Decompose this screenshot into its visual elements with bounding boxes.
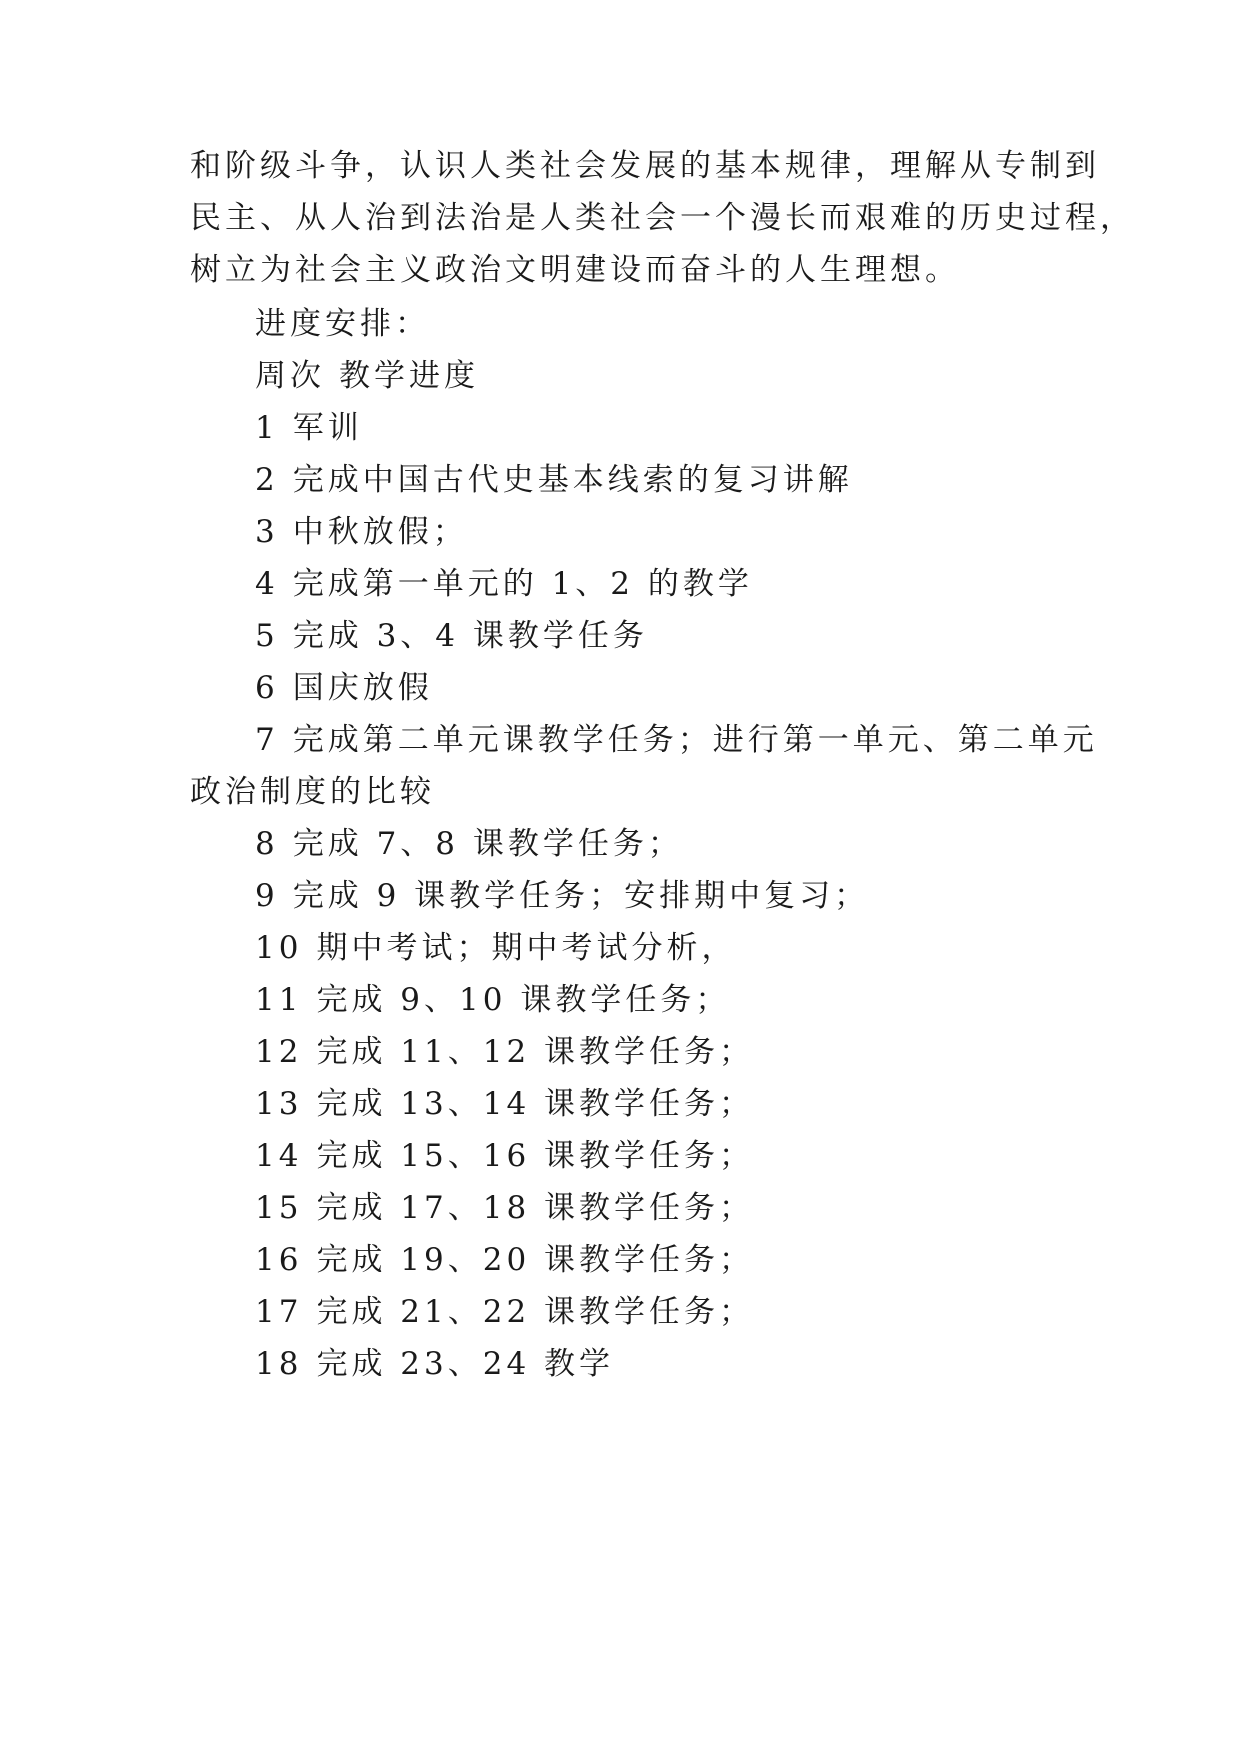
week-task: 完成 9、10 课教学任务； bbox=[316, 982, 731, 1018]
schedule-header bbox=[255, 356, 479, 396]
week-task: 完成 23、24 教学 bbox=[316, 1346, 615, 1382]
schedule-row bbox=[255, 876, 869, 916]
week-number: 18 bbox=[255, 1346, 303, 1382]
schedule-row bbox=[255, 1188, 754, 1228]
intro-line-1: 和阶级斗争，认识人类社会发展的基本规律，理解从专制到 bbox=[190, 148, 1100, 184]
week-task: 完成 17、18 课教学任务； bbox=[316, 1190, 755, 1226]
week-task: 中秋放假； bbox=[292, 514, 468, 550]
week-number: 16 bbox=[255, 1242, 303, 1278]
week-task-continuation: 政治制度的比较 bbox=[190, 774, 435, 810]
schedule-row bbox=[255, 564, 753, 604]
week-number: 14 bbox=[255, 1138, 303, 1174]
week-task: 完成 19、20 课教学任务； bbox=[316, 1242, 755, 1278]
week-number: 11 bbox=[255, 982, 303, 1018]
schedule-row bbox=[255, 1240, 754, 1280]
week-task: 完成 11、12 课教学任务； bbox=[316, 1034, 755, 1070]
week-task: 期中考试；期中考试分析， bbox=[316, 930, 737, 966]
schedule-row bbox=[255, 1084, 754, 1124]
week-number: 12 bbox=[255, 1034, 303, 1070]
week-number: 3 bbox=[255, 514, 279, 550]
header-week: 周次 bbox=[255, 358, 325, 394]
week-task: 完成第二单元课教学任务；进行第一单元、第二单元 bbox=[292, 722, 1098, 758]
schedule-title: 进度安排： bbox=[255, 306, 430, 342]
schedule-row bbox=[255, 616, 648, 656]
schedule-row bbox=[255, 1344, 614, 1384]
week-task: 完成 9 课教学任务；安排期中复习； bbox=[292, 878, 870, 914]
schedule-row bbox=[255, 1136, 754, 1176]
week-task: 完成 21、22 课教学任务； bbox=[316, 1294, 755, 1330]
week-task: 完成 7、8 课教学任务； bbox=[292, 826, 683, 862]
week-number: 8 bbox=[255, 826, 279, 862]
schedule-row bbox=[255, 980, 730, 1020]
schedule-row bbox=[255, 668, 433, 708]
week-number: 15 bbox=[255, 1190, 303, 1226]
week-task: 国庆放假 bbox=[292, 670, 433, 706]
schedule-row bbox=[255, 1032, 754, 1072]
schedule-row bbox=[255, 928, 736, 968]
week-number: 4 bbox=[255, 566, 279, 602]
week-number: 13 bbox=[255, 1086, 303, 1122]
week-number: 5 bbox=[255, 618, 279, 654]
week-task: 完成中国古代史基本线索的复习讲解 bbox=[292, 462, 853, 498]
week-task: 完成第一单元的 1、2 的教学 bbox=[292, 566, 753, 602]
schedule-row bbox=[255, 460, 853, 500]
week-number: 7 bbox=[255, 722, 279, 758]
schedule-row bbox=[255, 408, 363, 448]
week-number: 6 bbox=[255, 670, 279, 706]
week-task: 完成 15、16 课教学任务； bbox=[316, 1138, 755, 1174]
week-number: 2 bbox=[255, 462, 279, 498]
schedule-row bbox=[255, 512, 468, 552]
intro-line-3: 树立为社会主义政治文明建设而奋斗的人生理想。 bbox=[190, 252, 960, 288]
intro-line-2: 民主、从人治到法治是人类社会一个漫长而艰难的历史过程， bbox=[190, 200, 1135, 236]
week-number: 1 bbox=[255, 410, 279, 446]
week-task: 军训 bbox=[292, 410, 363, 446]
week-task: 完成 3、4 课教学任务 bbox=[292, 618, 648, 654]
week-task: 完成 13、14 课教学任务； bbox=[316, 1086, 755, 1122]
header-progress: 教学进度 bbox=[339, 358, 479, 394]
schedule-row bbox=[255, 720, 1098, 760]
schedule-row bbox=[255, 824, 683, 864]
schedule-row bbox=[255, 1292, 754, 1332]
week-number: 17 bbox=[255, 1294, 303, 1330]
week-number: 10 bbox=[255, 930, 303, 966]
week-number: 9 bbox=[255, 878, 279, 914]
